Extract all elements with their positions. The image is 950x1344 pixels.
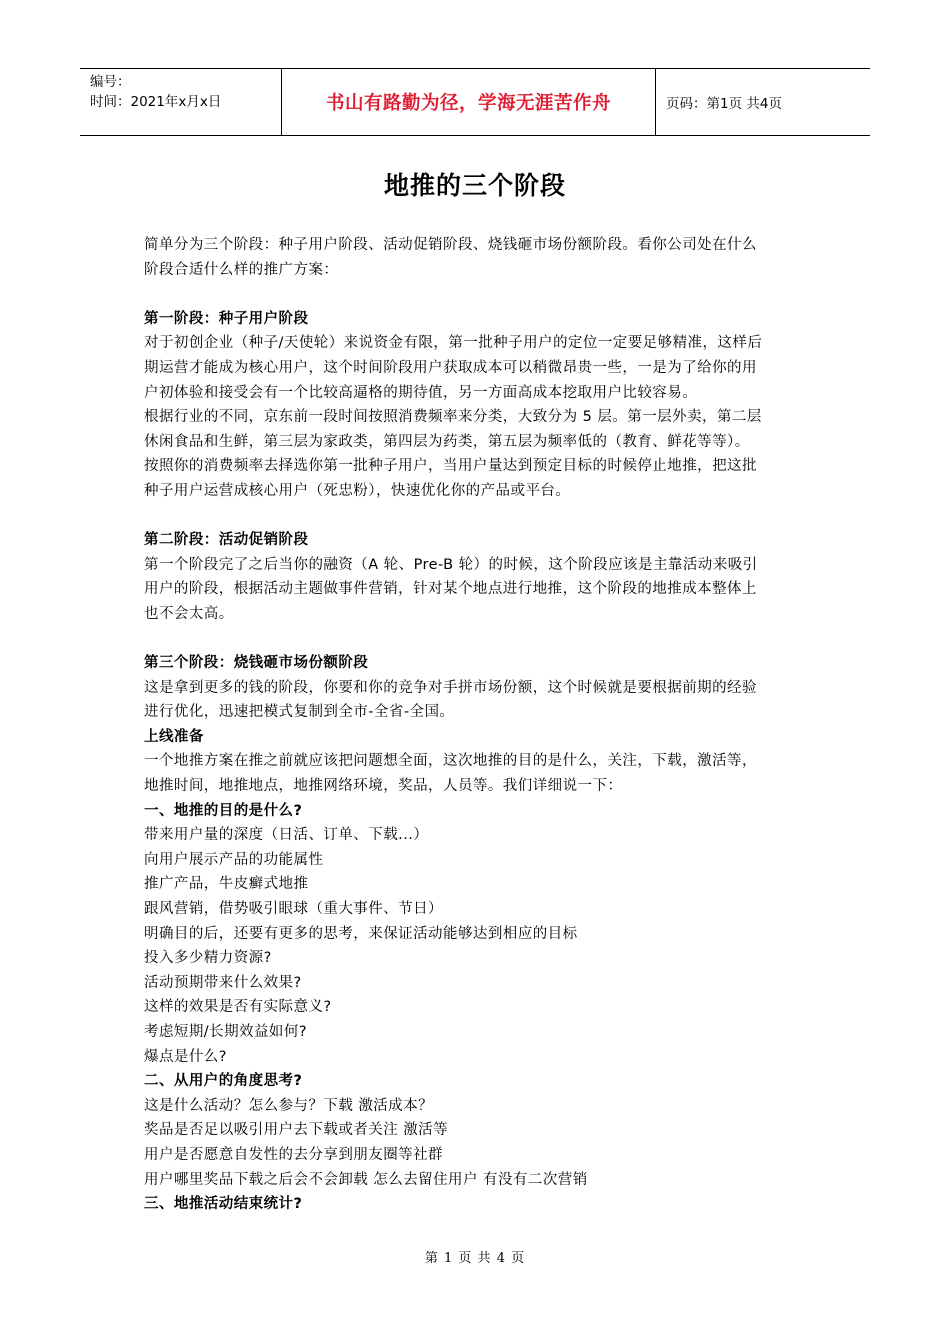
list-item: 用户是否愿意自发性的去分享到朋友圈等社群 bbox=[144, 1146, 443, 1163]
body-line: 根据行业的不同，京东前一段时间按照消费频率来分类，大致分为 5 层。第一层外卖，第二层 bbox=[144, 409, 762, 426]
motto-text: 书山有路勤为径，学海无涯苦作舟 bbox=[325, 93, 611, 114]
body-line: 也不会太高。 bbox=[144, 605, 234, 622]
list-item: 考虑短期/长期效益如何? bbox=[144, 1024, 307, 1040]
section-heading: 上线准备 bbox=[144, 728, 204, 745]
stage1-section bbox=[144, 307, 816, 504]
list-item: 爆点是什么? bbox=[144, 1048, 227, 1065]
list-item: 带来用户量的深度（日活、订单、下载...） bbox=[144, 827, 429, 844]
body-line: 用户的阶段，根据活动主题做事件营销，针对某个地点进行地推，这个阶段的地推成本整体上 bbox=[144, 581, 757, 598]
body-line: 地推时间，地推地点，地推网络环境，奖品，人员等。我们详细说一下： bbox=[144, 778, 623, 795]
body-line: 种子用户运营成核心用户（死忠粉），快速优化你的产品或平台。 bbox=[144, 482, 571, 499]
page-footer: 第 1 页 共 4 页 bbox=[424, 1251, 526, 1266]
paragraph-gap bbox=[144, 504, 816, 529]
section-heading: 第三个阶段：烧钱砸市场份额阶段 bbox=[144, 655, 369, 672]
list-item: 明确目的后，还要有更多的思考，来保证活动能够达到相应的目标 bbox=[144, 925, 578, 942]
list-item: 推广产品，牛皮癣式地推 bbox=[144, 876, 309, 893]
section-heading: 二、从用户的角度思考? bbox=[144, 1073, 303, 1090]
body-line: 休闲食品和生鲜，第三层为家政类，第四层为药类，第五层为频率低的（教育、鲜花等等）。 bbox=[144, 433, 750, 450]
list-item: 活动预期带来什么效果? bbox=[144, 974, 302, 991]
body-line: 阶段合适什么样的推广方案： bbox=[144, 261, 339, 278]
body-line: 一个地推方案在推之前就应该把问题想全面，这次地推的目的是什么，关注，下载，激活等， bbox=[144, 753, 757, 770]
paragraph-gap bbox=[144, 627, 816, 652]
time-label: 时间：2021年x月x日 bbox=[90, 94, 222, 110]
list-item: 向用户展示产品的功能属性 bbox=[144, 851, 324, 868]
body-line: 对于初创企业（种子/天使轮）来说资金有限，第一批种子用户的定位一定要足够精准，这样后 bbox=[144, 335, 763, 352]
list-item: 投入多少精力资源? bbox=[144, 950, 272, 967]
body-line: 期运营才能成为核心用户，这个时间阶段用户获取成本可以稍微昂贵一些，一是为了给你的用 bbox=[144, 359, 757, 376]
body-line: 进行优化，迅速把模式复制到全市-全省-全国。 bbox=[144, 704, 455, 721]
section-1 bbox=[144, 799, 816, 1070]
section-3 bbox=[144, 1192, 816, 1217]
body-line: 第一个阶段完了之后当你的融资（A 轮、Pre-B 轮）的时候，这个阶段应该是主靠活动来吸引 bbox=[144, 556, 758, 573]
intro-paragraph bbox=[144, 233, 816, 282]
header-meta-cell bbox=[80, 69, 282, 135]
document-body bbox=[144, 233, 816, 1217]
document-title: 地推的三个阶段 bbox=[383, 171, 566, 200]
list-item: 用户哪里奖品下载之后会不会卸载 怎么去留住用户 有没有二次营销 bbox=[144, 1171, 588, 1188]
section-heading: 第二阶段：活动促销阶段 bbox=[144, 532, 309, 549]
list-item: 奖品是否足以吸引用户去下载或者关注 激活等 bbox=[144, 1122, 449, 1139]
list-item: 这样的效果是否有实际意义? bbox=[144, 999, 332, 1016]
section-heading: 三、地推活动结束统计? bbox=[144, 1196, 303, 1213]
body-line: 按照你的消费频率去择选你第一批种子用户，当用户量达到预定目标的时候停止地推，把这批 bbox=[144, 458, 757, 475]
stage3-section bbox=[144, 651, 816, 725]
number-label: 编号： bbox=[90, 74, 131, 90]
section-heading: 第一阶段：种子用户阶段 bbox=[144, 310, 309, 327]
body-line: 户初体验和接受会有一个比较高逼格的期待值，另一方面高成本挖取用户比较容易。 bbox=[144, 384, 698, 401]
page-info: 页码：第1页 共4页 bbox=[666, 96, 782, 112]
paragraph-gap bbox=[144, 282, 816, 307]
list-item: 这是什么活动？怎么参与？下载 激活成本？ bbox=[144, 1097, 434, 1114]
section-heading: 一、地推的目的是什么? bbox=[144, 802, 303, 819]
header-motto-cell bbox=[282, 69, 656, 135]
body-line: 简单分为三个阶段：种子用户阶段、活动促销阶段、烧钱砸市场份额阶段。看你公司处在什么 bbox=[144, 237, 757, 253]
list-item: 跟风营销，借势吸引眼球（重大事件、节日） bbox=[144, 901, 443, 918]
document-header-table bbox=[80, 68, 870, 136]
header-page-cell bbox=[656, 69, 870, 135]
prep-section bbox=[144, 725, 816, 799]
body-line: 这是拿到更多的钱的阶段，你要和你的竞争对手拼市场份额，这个时候就是要根据前期的经验 bbox=[144, 679, 757, 696]
section-2 bbox=[144, 1069, 816, 1192]
stage2-section bbox=[144, 528, 816, 626]
